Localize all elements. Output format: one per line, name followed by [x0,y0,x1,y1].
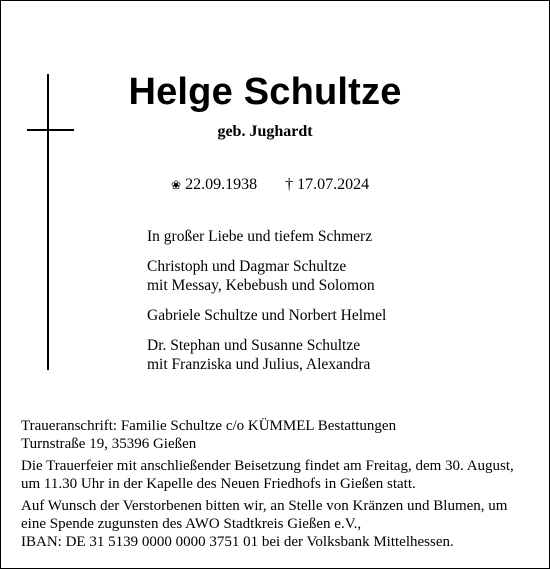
mourner-group [147,336,386,374]
donation-line: Auf Wunsch der Verstorbenen bitten wir, an Stelle von Kränzen und Blumen, um [21,498,508,514]
mourner-line: Christoph und Dagmar Schultze [147,258,347,275]
address-line: Traueranschrift: Familie Schultze c/o KÜMMEL Bestattungen [21,418,397,434]
deceased-name: Helge Schultze [128,71,402,113]
ceremony-line: Die Trauerfeier mit anschließender Beisetzung findet am Freitag, dem 30. August, [21,458,514,474]
donation-line: IBAN: DE 31 5139 0000 0000 3751 01 bei der Volksbank Mittelhessen. [21,534,454,550]
mourner-group [147,306,386,325]
ceremony-info [21,457,533,493]
death-symbol-icon: † [285,176,294,193]
mourner-group [147,257,386,295]
ceremony-line: um 11.30 Uhr in der Kapelle des Neuen Friedhofs in Gießen statt. [21,476,416,492]
donation-line: eine Spende zugunsten des AWO Stadtkreis Gießen e.V., [21,516,362,532]
mourner-line: Dr. Stephan und Susanne Schultze [147,337,361,354]
death-date: 17.07.2024 [297,176,370,193]
mourners-intro [147,227,386,246]
mourner-line: mit Franziska und Julius, Alexandra [147,356,371,373]
address-line: Turnstraße 19, 35396 Gießen [21,436,197,452]
life-dates [171,175,369,195]
mourner-line: mit Messay, Kebebush und Solomon [147,277,375,294]
birth-date: 22.09.1938 [185,176,258,193]
mourners-intro-line: In großer Liebe und tiefem Schmerz [147,228,373,245]
notice-footer [21,417,533,555]
mourner-line: Gabriele Schultze und Norbert Helmel [147,307,387,324]
mourning-address [21,417,533,453]
birth-symbol-icon: ❀ [171,178,182,192]
donation-info [21,497,533,551]
cross-icon-vertical [47,74,49,370]
mourners-block [147,227,386,385]
birth-name: geb. Jughardt [217,123,313,140]
